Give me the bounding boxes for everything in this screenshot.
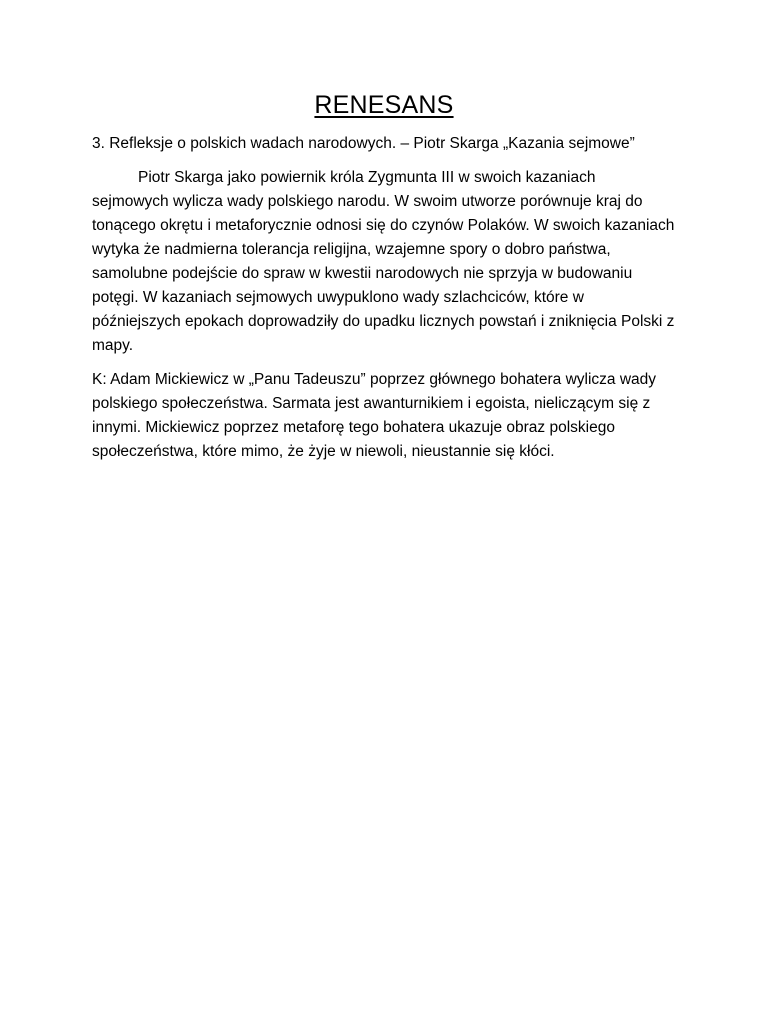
section-heading: 3. Refleksje o polskich wadach narodowych. – Piotr Skarga „Kazania sejmowe” [92, 135, 635, 152]
paragraph-skarga: Piotr Skarga jako powiernik króla Zygmunta III w swoich kazaniach sejmowych wylicza wady polskiego narodu. W swoim utworze porównuje kraj do tonącego okrętu i metaforycznie odnosi się do czynów Polaków. W swoich kazaniach wytyka że nadmierna tolerancja religijna, wzajemne spory o dobro państwa, samolubne podejście do spraw w kwestii narodowych nie sprzyja w budowaniu potęgi. W kazaniach sejmowych uwypuklono wady szlachciców, które w późniejszych epokach doprowadziły do upadku licznych powstań i zniknięcia Polski z mapy. [92, 169, 675, 354]
paragraph-mickiewicz: K: Adam Mickiewicz w „Panu Tadeuszu” poprzez głównego bohatera wylicza wady polskiego społeczeństwa. Sarmata jest awanturnikiem i egoista, nieliczącym się z innymi. Mickiewicz poprzez metaforę tego bohatera ukazuje obraz polskiego społeczeństwa, które mimo, że żyje w niewoli, nieustannie się kłóci. [92, 371, 657, 460]
document-body [92, 88, 676, 474]
page-title: RENESANS [314, 91, 454, 119]
